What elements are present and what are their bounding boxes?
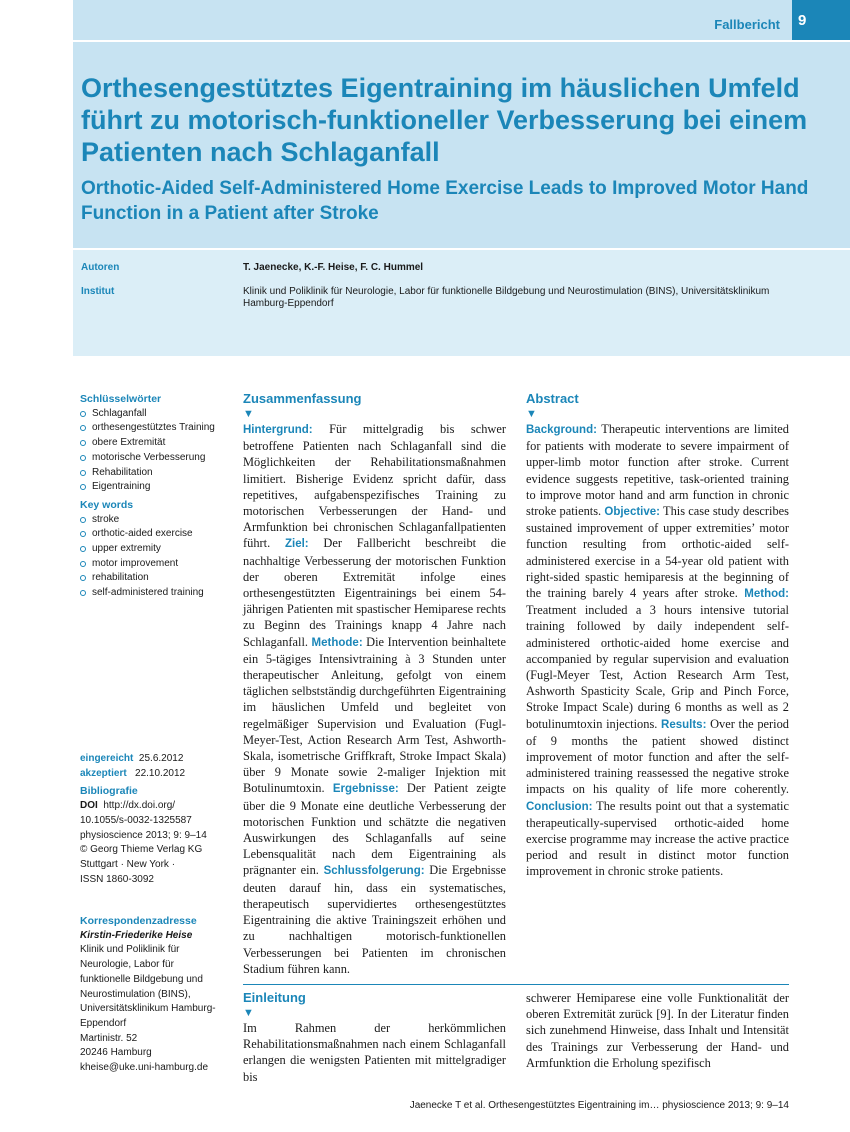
address-line: Neurologie, Labor für <box>80 959 174 971</box>
correspondence-name: Kirstin-Friederike Heise <box>80 929 193 941</box>
triangle-marker-icon: ▼ <box>526 408 537 420</box>
keyword: Schlaganfall <box>80 407 230 422</box>
einleitung-column-1 <box>243 990 506 1085</box>
method-label: Method: <box>744 588 789 601</box>
triangle-marker-icon: ▼ <box>243 408 254 420</box>
conclusion-label: Conclusion: <box>526 800 593 813</box>
publisher-place: Stuttgart · New York · <box>80 858 176 870</box>
address-line: Universitätsklinikum Hamburg- <box>80 1003 216 1015</box>
address-line: Martinistr. 52 <box>80 1032 138 1044</box>
doi-value: 10.1055/s-0032-1325587 <box>80 814 192 826</box>
issn: ISSN 1860-3092 <box>80 873 154 885</box>
accepted-label: akzeptiert <box>80 767 127 779</box>
page-footer: Jaenecke T et al. Orthesengestütztes Eigentraining im… physioscience 2013; 9: 9–14 <box>409 1100 789 1111</box>
zusammenfassung-title: Zusammenfassung <box>243 391 362 406</box>
keyword: Eigentraining <box>80 480 230 495</box>
results-text: Over the period of 9 months the patient showed distinct improvement of motor function and after the self-administered training reassessed the negative stroke impacts on his quality of life more coherently. <box>526 716 789 797</box>
authors-label: Autoren <box>81 262 120 273</box>
keyword: obere Extremität <box>80 436 230 451</box>
einleitung-column-2 <box>526 990 789 1071</box>
objective-text: This case study describes sustained improvement of upper extremities’ motor function resulting from orthotic-aided self-administered exercise in a 54-year old patient with right-sided spastic hemiparesis at the beginning of the training barely 4 years after stroke. <box>526 504 789 601</box>
keywords-en-list <box>80 513 230 601</box>
keyword: motorische Verbesserung <box>80 451 230 466</box>
accepted-date: 22.10.2012 <box>135 767 186 779</box>
einleitung-title: Einleitung <box>243 990 306 1005</box>
results-label: Results: <box>661 718 707 731</box>
bibliography-label: Bibliografie <box>80 785 138 798</box>
schluss-text: Die Ergebnisse deuten darauf hin, dass ein systematisches, therapeutisch supervidiertes orthesengestütztes Eigentraining die aktive Trainingszeit erhöhen und zu nachhaltigen motorisch-funktionellen Verbesserungen bei Patienten im chronischen Stadium führen kann. <box>243 863 506 976</box>
address-line: Neurostimulation (BINS), <box>80 988 191 1000</box>
correspondence-label: Korrespondenzadresse <box>80 915 197 927</box>
ergebnisse-text: Der Patient zeigte über die 9 Monate eine deutliche Verbesserung der motorischen Funktion und schätzte die negativen Auswirkungen des Schlaganfalls auf seine Lebensqualität nach dem Eigentraining als prägnanter ein. <box>243 781 506 878</box>
abstract-title: Abstract <box>526 391 579 406</box>
dates-block <box>80 752 230 887</box>
institute: Klinik und Poliklinik für Neurologie, Labor für funktionelle Bildgebung und Neurostimulation (BINS), Universitätsklinikum Hamburg-Eppendorf <box>243 286 770 309</box>
abstract-column <box>526 391 789 880</box>
keyword: self-administered training <box>80 586 230 601</box>
publisher: © Georg Thieme Verlag KG <box>80 844 203 856</box>
keyword: rehabilitation <box>80 571 230 586</box>
ziel-text: Der Fallbericht beschreibt die nachhaltige Verbesserung der motorischen Funktion der oberen Extremität infolge eines orthesengestützten Eigentrainings bei einem 54-jährigen Patienten mit spastischer Hemiparese rechts zu Beginn des Trainings knapp 4 Jahre nach Schlaganfall. <box>243 536 506 649</box>
keyword: motor improvement <box>80 557 230 572</box>
ergebnisse-label: Ergebnisse: <box>332 783 399 796</box>
address-line: 20246 Hamburg <box>80 1047 152 1059</box>
received-label: eingereicht <box>80 753 134 764</box>
keyword: stroke <box>80 513 230 528</box>
citation: physioscience 2013; 9: 9–14 <box>80 829 207 841</box>
keywords-de-label: Schlüsselwörter <box>80 393 162 405</box>
hintergrund-text: Für mittelgradig bis schwer betroffene Patienten nach Schlaganfall sind die Möglichkeiten der Rehabilitationsmaßnahmen limitiert. Bisherige Evidenz spricht dafür, dass repetitives, aufgabenspezifisches Training zu motorischen Verbesserungen der Hand- und Armfunktion bei chronischen Schlaganfallpatienten führt. <box>243 422 506 551</box>
keywords-sidebar <box>80 392 230 601</box>
objective-label: Objective: <box>604 506 660 519</box>
hintergrund-label: Hintergrund: <box>243 424 313 436</box>
ziel-label: Ziel: <box>284 538 309 551</box>
method-text: Treatment included a 3 hours intensive tutorial training followed by daily independent self-administered orthotic-aided home exercise and accompanied by regular supervision and evaluation (Fugl-Meyer Test, Action Research Arm Test, Ashworth Spasticity Scale, Grip and Pinch Force, Stroke Impact Scale) during 6 months as well as 2 botulinumtoxin injections. <box>526 603 789 731</box>
doi-url[interactable]: http://dx.doi.org/ <box>103 800 176 812</box>
triangle-marker-icon: ▼ <box>243 1007 254 1019</box>
background-label: Background: <box>526 424 597 436</box>
keyword: orthotic-aided exercise <box>80 527 230 542</box>
received-date: 25.6.2012 <box>138 753 184 764</box>
keyword: Rehabilitation <box>80 466 230 481</box>
email-link[interactable]: kheise@uke.uni-hamburg.de <box>80 1062 209 1074</box>
conclusion-text: The results point out that a systematic therapeutically-supervised orthotic-aided home exercise programme may increase the active practice period and result in distinct motor function improvement in chronic stroke patients. <box>526 798 789 879</box>
schluss-label: Schlussfolgerung: <box>323 865 425 878</box>
authors: T. Jaenecke, K.-F. Heise, F. C. Hummel <box>243 262 424 273</box>
address-line: funktionelle Bildgebung und <box>80 973 203 985</box>
section-label: Fallbericht <box>714 17 780 32</box>
methode-label: Methode: <box>311 636 363 649</box>
background-text: Therapeutic interventions are limited for patients with moderate to severe impairment of upper-limb motor function after stroke. Current evidence suggests repetitive, task-oriented training to improve motor hand and arm function in chronic stroke patients. <box>526 422 789 519</box>
keywords-de-list <box>80 407 230 495</box>
address-line: Eppendorf <box>80 1017 127 1029</box>
title-english: Orthotic-Aided Self-Administered Home Exercise Leads to Improved Motor Hand Function in a Patient after Stroke <box>81 178 809 224</box>
doi-label: DOI <box>80 800 98 812</box>
title-german: Orthesengestütztes Eigentraining im häuslichen Umfeld führt zu motorisch-funktioneller Verbesserung bei einem Patienten nach Schlaganfall <box>81 73 808 167</box>
zusammenfassung-column <box>243 391 506 977</box>
section-divider <box>243 984 789 985</box>
keywords-en-label: Key words <box>80 498 134 511</box>
page-number: 9 <box>792 0 850 40</box>
methode-text: Die Intervention beinhaltete ein 5-tägiges Intensivtraining à 3 Stunden unter therapeutischer Anleitung, gefolgt von einem täglichen selbstständig durchgeführten Eigentraining im häuslichen Umfeld und begleitet von regelmäßiger Supervision und Evaluation (Fugl-Meyer-Test, Action Research Arm Test, Ashworth-Skala, isometrische Griffkraft, Stroke Impact Skala) über 9 Monate sowie 2-maliger Injektion mit Botulinumtoxin. <box>243 634 506 796</box>
einleitung-text-2: schwerer Hemiparese eine volle Funktionalität der oberen Extremität zurück [9]. In der Literatur finden sich zunehmend Hinweise, dass Inhalt und Intensität des Trainings zur Verbesserung der Hand- und Armfunktion die Erholung spezifisch <box>526 991 789 1070</box>
institute-label: Institut <box>81 286 115 297</box>
keyword: upper extremity <box>80 542 230 557</box>
keyword: orthesengestütztes Training <box>80 421 230 436</box>
address-line: Klinik und Poliklinik für <box>80 944 180 956</box>
correspondence-block <box>80 914 230 1076</box>
einleitung-text-1: Im Rahmen der herkömmlichen Rehabilitationsmaßnahmen nach einem Schlaganfall erlangen die wenigsten Patienten mit mittelgradiger bis <box>243 1021 506 1084</box>
